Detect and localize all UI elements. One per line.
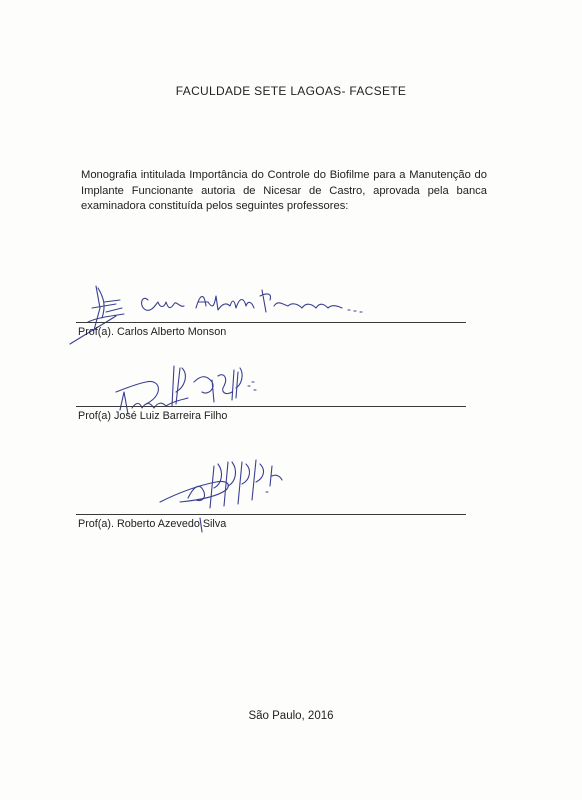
signature-block-jose: [76, 362, 468, 452]
signature-block-roberto: [76, 456, 468, 546]
signature-line: [76, 322, 466, 323]
signature-line: [76, 514, 466, 515]
signatory-name: Prof(a). Roberto Azevedo Silva: [78, 518, 227, 530]
place-and-date: São Paulo, 2016: [248, 710, 334, 722]
handwritten-signature-roberto: [76, 456, 468, 546]
signatory-name: Prof(a) José Luiz Barreira Filho: [78, 410, 228, 422]
signature-line: [76, 406, 466, 407]
handwritten-signature-carlos: [76, 278, 468, 358]
institution-title: FACULDADE SETE LAGOAS- FACSETE: [175, 84, 407, 98]
signature-block-carlos: [76, 278, 468, 368]
approval-paragraph: Monografia intitulada Importância do Controle do Biofilme para a Manutenção do Implante Funcionante autoria de Nicesar de Castro, aprovada pela banca examinadora constituída pelos seguintes professores:: [81, 169, 487, 212]
handwritten-signature-jose: [76, 362, 468, 442]
signatory-name: Prof(a). Carlos Alberto Monson: [78, 326, 227, 338]
